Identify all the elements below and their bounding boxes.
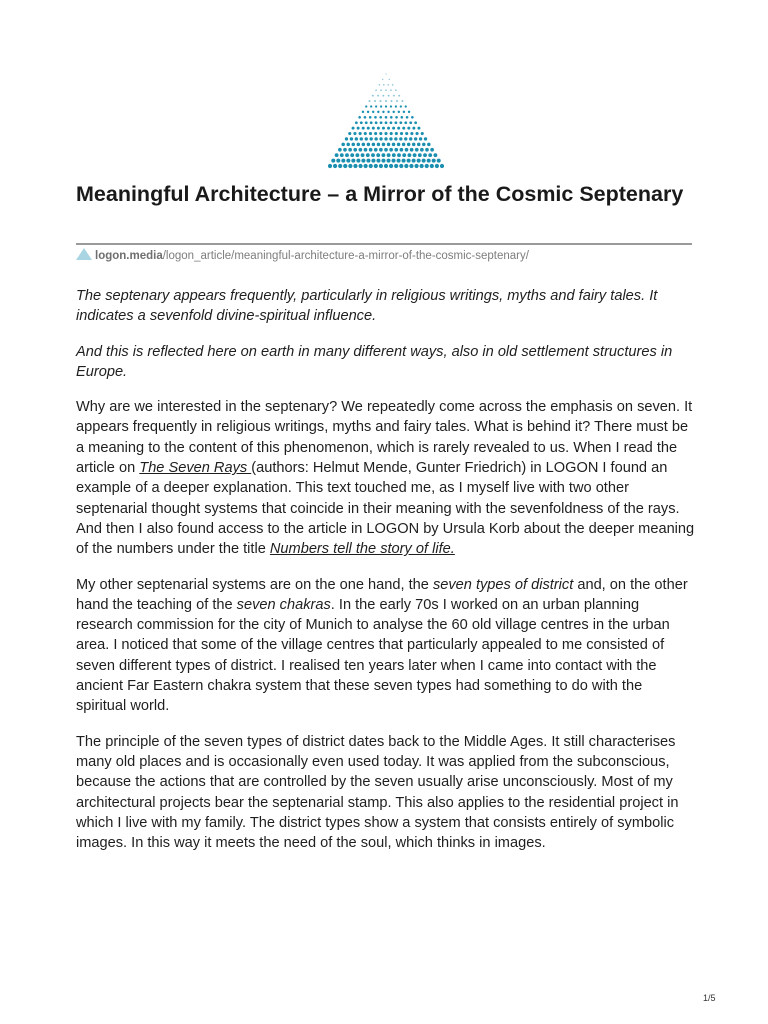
logo-dot — [369, 148, 373, 152]
logo-dot — [385, 105, 387, 107]
logo-dot — [382, 79, 383, 80]
logo-dot — [341, 143, 345, 147]
logo-dot — [348, 164, 352, 168]
logo-dot — [377, 95, 379, 97]
logo-dot — [420, 148, 424, 152]
logo-dot — [392, 143, 396, 147]
logo-dot — [407, 153, 411, 157]
logo-dot — [335, 153, 339, 157]
logo-dot — [374, 148, 378, 152]
emphasis-seven-types-of-district: seven types of district — [432, 576, 574, 593]
logo-dot — [390, 116, 393, 119]
logo-dot — [388, 95, 390, 97]
logo-dot — [365, 105, 367, 107]
logo-dot — [368, 100, 370, 102]
logo-dot — [352, 127, 355, 130]
logo-dot — [400, 132, 403, 135]
logo-dot — [364, 148, 368, 152]
logo-dot — [374, 132, 377, 135]
logo-dot — [402, 143, 406, 147]
logo-dot — [356, 159, 360, 163]
logo-dot — [407, 143, 411, 147]
logo-dot — [357, 143, 361, 147]
logo-dot — [418, 153, 422, 157]
logo-dot — [331, 159, 335, 163]
logo-dot — [409, 121, 412, 124]
logo-dot — [365, 121, 368, 124]
logo-dot — [385, 121, 388, 124]
logo-dot — [405, 105, 407, 107]
logo-dot — [380, 105, 382, 107]
logo-dot — [374, 164, 378, 168]
logo-dot — [411, 116, 414, 119]
logo-dot — [387, 159, 391, 163]
logo-dot — [422, 143, 426, 147]
logo-dot — [432, 159, 436, 163]
logo-dot — [346, 143, 350, 147]
logo-dot — [397, 143, 401, 147]
logo-dot — [394, 164, 398, 168]
body-paragraph-1-text-b: (authors: Helmut Mende, Gunter Friedrich) in LOGON I found an example of a deeper explanation. This text touched me, as I myself live with two other septenarial thought systems that coincide in their meaning with the sevenfoldness of the rays. And then I also found access to the article in LOGON by Ursula Korb about the deeper meaning of the numbers under the title — [76, 460, 695, 558]
logo-dot — [395, 89, 397, 91]
logo-dot — [358, 116, 361, 119]
logo-dot — [397, 127, 400, 130]
logo-dot — [409, 164, 413, 168]
article-body — [76, 286, 696, 868]
logo-dot — [374, 137, 377, 140]
logo-dot — [389, 148, 393, 152]
logo-dot — [392, 153, 396, 157]
logo-dot — [350, 153, 354, 157]
logo-dot — [385, 116, 388, 119]
logo-dot — [370, 105, 372, 107]
logo-dot — [362, 143, 366, 147]
logo-dot — [395, 116, 398, 119]
logo-dot — [430, 164, 434, 168]
logo-dot — [387, 143, 391, 147]
body-paragraph-1-text-a: Why are we interested in the septenary? We repeatedly come across the emphasis on seven. It appears frequently in religious writings, myths and fairy tales. What is behind it? There must be a meaning to the content of this phenomenon, which is rarely revealed to us. When I read the article on — [76, 399, 693, 477]
logo-dot — [379, 116, 382, 119]
logo-dot — [359, 132, 362, 135]
logo-dot — [370, 121, 373, 124]
logo-dot — [437, 159, 441, 163]
source-path: /logon_article/meaningful-architecture-a-mirror-of-the-cosmic-septenary/ — [162, 250, 529, 262]
logo-dot — [338, 148, 342, 152]
logo-dot — [389, 79, 390, 80]
logo-dot — [382, 95, 384, 97]
logo-dot — [365, 137, 368, 140]
source-url[interactable] — [76, 248, 716, 264]
logo-dot — [396, 100, 398, 102]
logo-dot — [407, 159, 411, 163]
logo-dot — [404, 121, 407, 124]
logo-dot — [414, 164, 418, 168]
logo-dot — [379, 84, 381, 86]
logo-dot — [435, 164, 439, 168]
logo-dot — [394, 137, 397, 140]
body-paragraph-3: The principle of the seven types of district dates back to the Middle Ages. It still characterises many old places and is occasionally even used today. It was applied from the subconscious, because the actions that are controlled by the seven usually arise unconsciously. Most of my architectural projects bear the septenarial stamp. This also applies to the residential project in which I live with my family. The district types show a system that consists entirely of symbolic images. In this way it meets the need of the soul, which thinks in images. — [76, 733, 679, 852]
link-numbers-tell-the-story-of-life[interactable]: Numbers tell the story of life. — [269, 541, 455, 558]
logo-dot — [384, 164, 388, 168]
logo-dot — [413, 153, 417, 157]
logo-dot — [369, 116, 372, 119]
logo-dot — [402, 159, 406, 163]
logo-dot — [371, 159, 375, 163]
logo-dot — [395, 105, 397, 107]
link-the-seven-rays[interactable]: The Seven Rays — [139, 460, 252, 477]
logo-dot — [367, 127, 370, 130]
logo-dot — [348, 132, 351, 135]
logo-dot — [389, 164, 393, 168]
body-paragraph-1 — [76, 397, 696, 559]
logo-dot — [379, 132, 382, 135]
logo-dot — [398, 95, 400, 97]
logo-dot — [353, 132, 356, 135]
logo-dot — [400, 105, 402, 107]
logo-dot — [355, 137, 358, 140]
logo-dot — [376, 153, 380, 157]
logo-dot — [390, 132, 393, 135]
logo-dot — [372, 95, 374, 97]
logo-dot — [399, 137, 402, 140]
logo-dot — [345, 153, 349, 157]
logo-dot — [382, 143, 386, 147]
logo-dot — [415, 132, 418, 135]
logo-dot — [380, 89, 382, 91]
logo-dot — [392, 111, 394, 113]
logo-dot — [338, 164, 342, 168]
logo-dot — [371, 153, 375, 157]
logo-dot — [369, 132, 372, 135]
logo-dot — [422, 159, 426, 163]
logo-dot — [419, 137, 422, 140]
logo-dot — [366, 153, 370, 157]
logo-dot — [393, 95, 395, 97]
logo-dot — [410, 132, 413, 135]
logo-dot — [379, 148, 383, 152]
logo-dot — [362, 111, 364, 113]
logo-dot — [364, 164, 368, 168]
logo-dot — [343, 148, 347, 152]
logo-dot — [385, 73, 386, 74]
logo-dot — [374, 116, 377, 119]
logo-dot — [397, 153, 401, 157]
logo-dot — [398, 111, 400, 113]
logo-dot — [372, 127, 375, 130]
logo-dot — [362, 127, 365, 130]
logo-dot — [392, 159, 396, 163]
logo-dot — [401, 116, 404, 119]
logo-dot — [345, 137, 348, 140]
page-indicator: 1/5 — [703, 993, 716, 1003]
logo-dot — [343, 164, 347, 168]
logo-dot — [427, 143, 431, 147]
logo-dot — [390, 121, 393, 124]
body-paragraph-2 — [76, 575, 696, 717]
logo-dot — [387, 127, 390, 130]
logo-dot — [352, 143, 356, 147]
logo-dot — [355, 153, 359, 157]
logo-dot — [361, 159, 365, 163]
title-divider — [76, 243, 692, 245]
logo-dot — [394, 148, 398, 152]
logo-dot — [405, 148, 409, 152]
logo-dot — [377, 143, 381, 147]
logo-dot — [407, 127, 410, 130]
logo-dot — [357, 127, 360, 130]
logo-dot — [421, 132, 424, 135]
logo-dot — [353, 164, 357, 168]
intro-paragraph-1: The septenary appears frequently, particularly in religious writings, myths and fairy tales. It indicates a sevenfold divine-spiritual influence. — [76, 288, 658, 325]
logo-dot — [410, 148, 414, 152]
logo-dot — [424, 137, 427, 140]
logo-dot — [370, 137, 373, 140]
logo-dot — [346, 159, 350, 163]
logo-dot — [384, 132, 387, 135]
logo-dot — [369, 164, 373, 168]
logo-dot — [425, 164, 429, 168]
logo-dot — [423, 153, 427, 157]
logo-dot — [353, 148, 357, 152]
logo-dot — [428, 153, 432, 157]
body-paragraph-2-text-b: and, on the other hand the teaching of the — [76, 576, 688, 613]
logo-dot — [328, 164, 332, 168]
source-domain: logon.media — [95, 250, 163, 262]
logo-dot — [381, 153, 385, 157]
logo-dot — [387, 153, 391, 157]
logo-dot — [402, 127, 405, 130]
intro-paragraph-2: And this is reflected here on earth in many different ways, also in old settlement structures in Europe. — [76, 343, 673, 380]
logo-dot — [397, 159, 401, 163]
logo-dot — [425, 148, 429, 152]
logo-dot — [390, 89, 392, 91]
logo-dot — [392, 84, 394, 86]
logo-dot — [385, 89, 387, 91]
logo-dot — [417, 127, 420, 130]
logo-dot — [372, 143, 376, 147]
logo-dot — [392, 127, 395, 130]
logo-dot — [387, 111, 389, 113]
logo-dot — [409, 137, 412, 140]
logo-dot — [382, 111, 384, 113]
logo-dot — [355, 121, 358, 124]
logo-dot — [364, 116, 367, 119]
logo-dot — [333, 164, 337, 168]
logo-dot — [379, 164, 383, 168]
logo-dot — [399, 121, 402, 124]
logo-dot — [350, 137, 353, 140]
logo-dot — [380, 121, 383, 124]
logo-dot — [348, 148, 352, 152]
logo-dot — [414, 121, 417, 124]
logo-dot — [387, 84, 389, 86]
logo-dot — [364, 132, 367, 135]
logo-dot — [420, 164, 424, 168]
logo-dot — [417, 159, 421, 163]
logo-dot — [390, 105, 392, 107]
logo-dot — [402, 153, 406, 157]
logo-dot — [351, 159, 355, 163]
logo-dot — [408, 111, 410, 113]
logo-dot — [417, 143, 421, 147]
logo-dot — [375, 121, 378, 124]
logo-dot — [360, 137, 363, 140]
logo-dot — [415, 148, 419, 152]
logo-dot — [336, 159, 340, 163]
logo-dot — [381, 159, 385, 163]
logo-dot — [375, 105, 377, 107]
logo-dot — [430, 148, 434, 152]
logo-dot — [412, 127, 415, 130]
logo-dot — [414, 137, 417, 140]
logo-dot — [412, 143, 416, 147]
logo-dot — [394, 121, 397, 124]
logo-dot — [374, 100, 376, 102]
logo-dot — [367, 143, 371, 147]
logo-dot — [404, 137, 407, 140]
logo-dot — [358, 164, 362, 168]
emphasis-seven-chakras: seven chakras — [236, 596, 331, 613]
logo-dot — [395, 132, 398, 135]
logo-dot — [377, 111, 379, 113]
logo-dot — [360, 121, 363, 124]
logo-dot — [379, 100, 381, 102]
triangle-favicon-icon — [76, 248, 92, 260]
logo-dot — [404, 164, 408, 168]
logo-dot — [401, 100, 403, 102]
logo-dot — [372, 111, 374, 113]
logo-dot — [405, 132, 408, 135]
logo-dot — [367, 111, 369, 113]
logo-dot — [366, 159, 370, 163]
article-title: Meaningful Architecture – a Mirror of the Cosmic Septenary — [76, 182, 684, 206]
logo-dot — [384, 148, 388, 152]
logo-dot — [400, 148, 404, 152]
logo-dot — [433, 153, 437, 157]
logo-dot — [383, 84, 385, 86]
logo-dot — [403, 111, 405, 113]
logo-dot — [389, 137, 392, 140]
logo-dot — [384, 137, 387, 140]
logo-dot — [427, 159, 431, 163]
logo-dot — [379, 137, 382, 140]
logo-dot — [375, 89, 377, 91]
body-paragraph-2-text-a: My other septenarial systems are on the one hand, the — [76, 576, 433, 593]
logo-dot — [340, 153, 344, 157]
logo-dot — [390, 100, 392, 102]
logo-dot — [399, 164, 403, 168]
logo-dot — [376, 159, 380, 163]
logo-dot — [382, 127, 385, 130]
logo-dot — [359, 148, 363, 152]
logo-dot — [341, 159, 345, 163]
dotted-triangle-logo-icon — [328, 72, 444, 170]
body-paragraph-2-text-c: . In the early 70s I worked on an urban planning research commission for the city of Munich to analyse the 60 old village centres in the urban area. I noticed that some of the village centres that particularly appealed to me consisted of seven different types of district. I realised ten years later when I came into contact with the ancient Far Eastern chakra system that these seven types had something to do with the spiritual world. — [76, 596, 670, 715]
logo-dot — [361, 153, 365, 157]
logo-dot — [377, 127, 380, 130]
logo-dot — [440, 164, 444, 168]
logo-dot — [406, 116, 409, 119]
logo-dot — [412, 159, 416, 163]
logo-dot — [385, 100, 387, 102]
